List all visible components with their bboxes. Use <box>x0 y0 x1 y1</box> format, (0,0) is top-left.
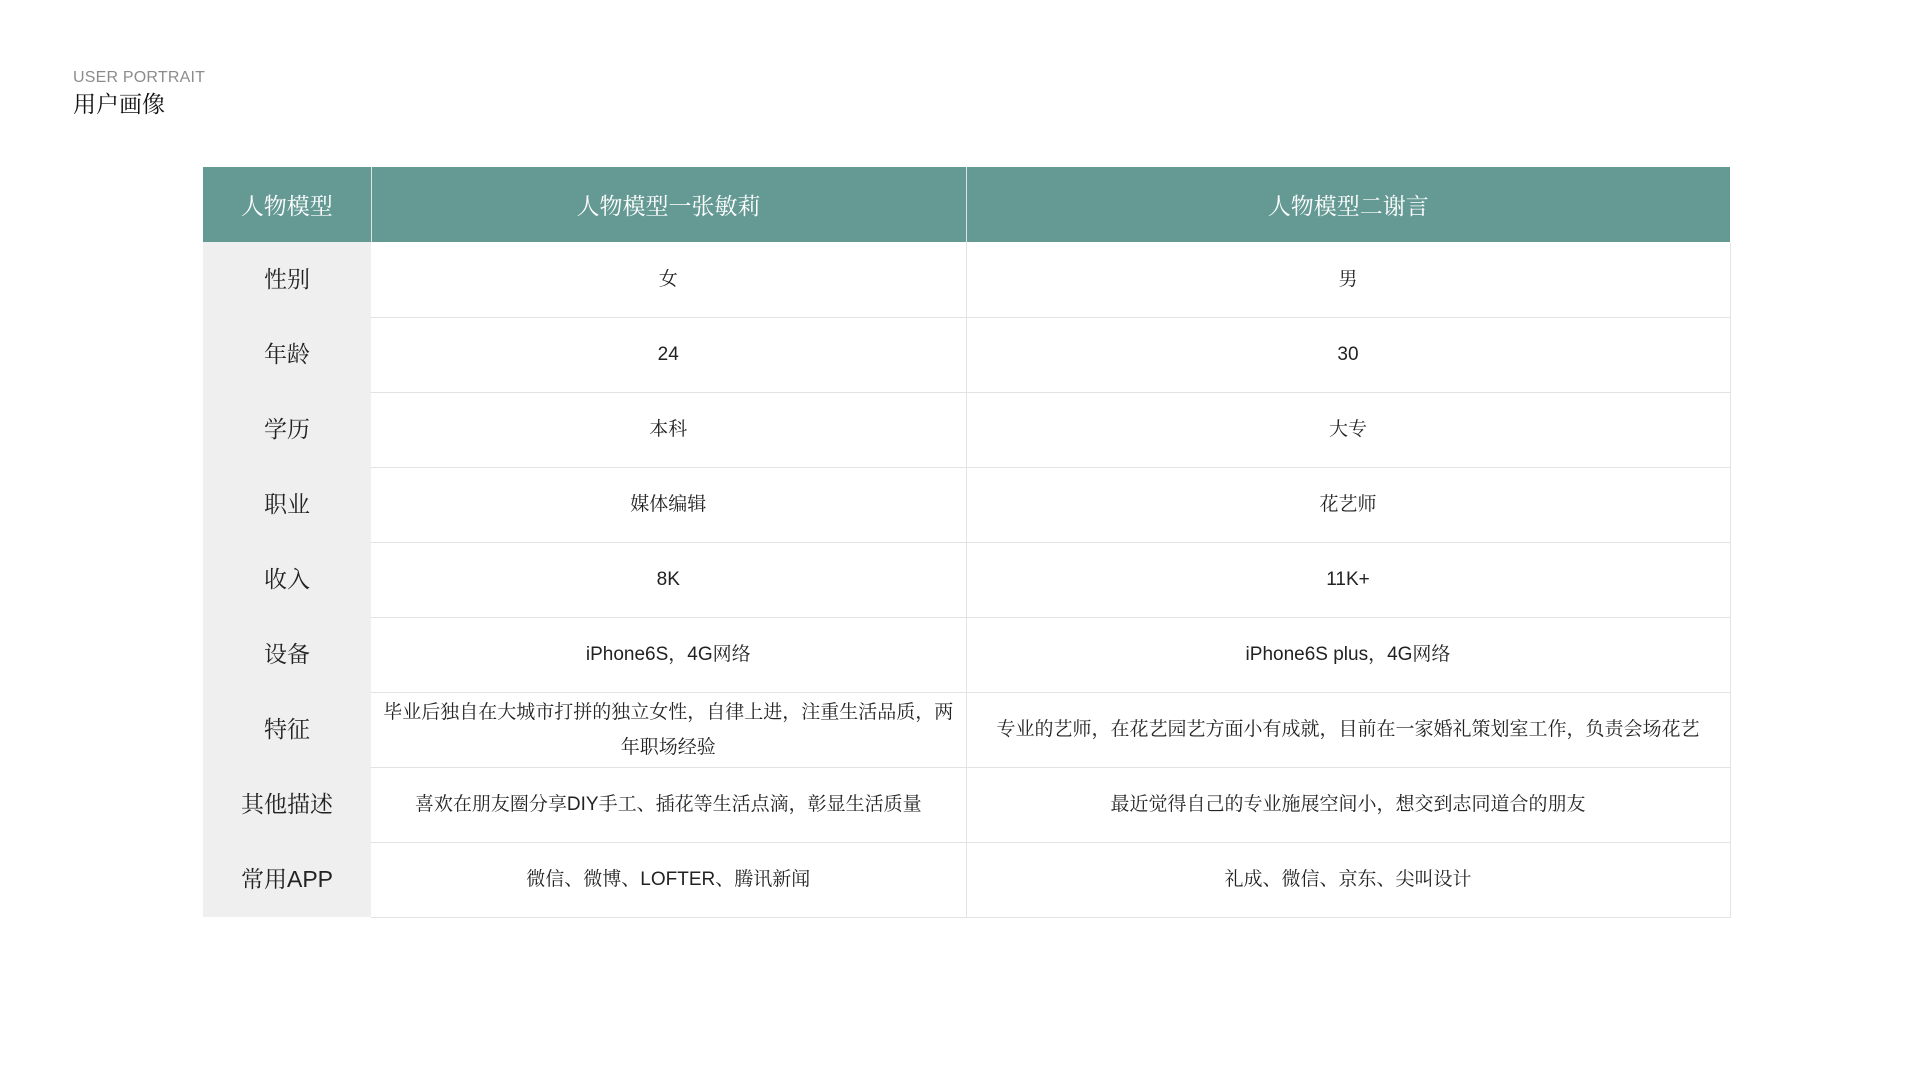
row-label: 职业 <box>203 467 371 542</box>
row-label: 学历 <box>203 392 371 467</box>
persona-1-value: 8K <box>371 542 966 617</box>
table-row-age <box>203 317 1730 392</box>
page-title: 用户画像 <box>73 91 165 117</box>
persona-2-value: 最近觉得自己的专业施展空间小，想交到志同道合的朋友 <box>966 767 1730 842</box>
persona-1-value: 媒体编辑 <box>371 467 966 542</box>
row-label: 特征 <box>203 692 371 767</box>
table-row-occupation <box>203 467 1730 542</box>
header-cell-model: 人物模型 <box>203 167 371 242</box>
persona-1-value: 24 <box>371 317 966 392</box>
table-row-education <box>203 392 1730 467</box>
row-label: 性别 <box>203 242 371 317</box>
persona-2-value: 30 <box>966 317 1730 392</box>
row-label: 年龄 <box>203 317 371 392</box>
persona-2-value: 花艺师 <box>966 467 1730 542</box>
table-row-device <box>203 617 1730 692</box>
persona-1-value: 微信、微博、LOFTER、腾讯新闻 <box>371 842 966 917</box>
table-row-income <box>203 542 1730 617</box>
persona-2-value: 专业的艺师，在花艺园艺方面小有成就，目前在一家婚礼策划室工作，负责会场花艺 <box>966 692 1730 767</box>
persona-1-value: 毕业后独自在大城市打拼的独立女性，自律上进，注重生活品质，两年职场经验 <box>371 692 966 767</box>
persona-2-value: 礼成、微信、京东、尖叫设计 <box>966 842 1730 917</box>
user-portrait-table <box>203 167 1731 918</box>
row-label: 收入 <box>203 542 371 617</box>
persona-2-value: iPhone6S plus，4G网络 <box>966 617 1730 692</box>
table-row-traits <box>203 692 1730 767</box>
table-row-description <box>203 767 1730 842</box>
persona-1-value: iPhone6S，4G网络 <box>371 617 966 692</box>
page-subtitle: USER PORTRAIT <box>73 69 206 86</box>
page-header <box>73 69 205 119</box>
table-header-row <box>203 167 1730 242</box>
persona-1-value: 喜欢在朋友圈分享DIY手工、插花等生活点滴，彰显生活质量 <box>371 767 966 842</box>
persona-2-value: 11K+ <box>966 542 1730 617</box>
table-row-apps <box>203 842 1730 917</box>
row-label: 设备 <box>203 617 371 692</box>
header-cell-persona-1: 人物模型一张敏莉 <box>371 167 966 242</box>
row-label: 其他描述 <box>203 767 371 842</box>
persona-1-value: 女 <box>371 242 966 317</box>
header-cell-persona-2: 人物模型二谢言 <box>966 167 1730 242</box>
table-row-gender <box>203 242 1730 317</box>
persona-2-value: 大专 <box>966 392 1730 467</box>
persona-2-value: 男 <box>966 242 1730 317</box>
persona-1-value: 本科 <box>371 392 966 467</box>
row-label: 常用APP <box>203 842 371 917</box>
